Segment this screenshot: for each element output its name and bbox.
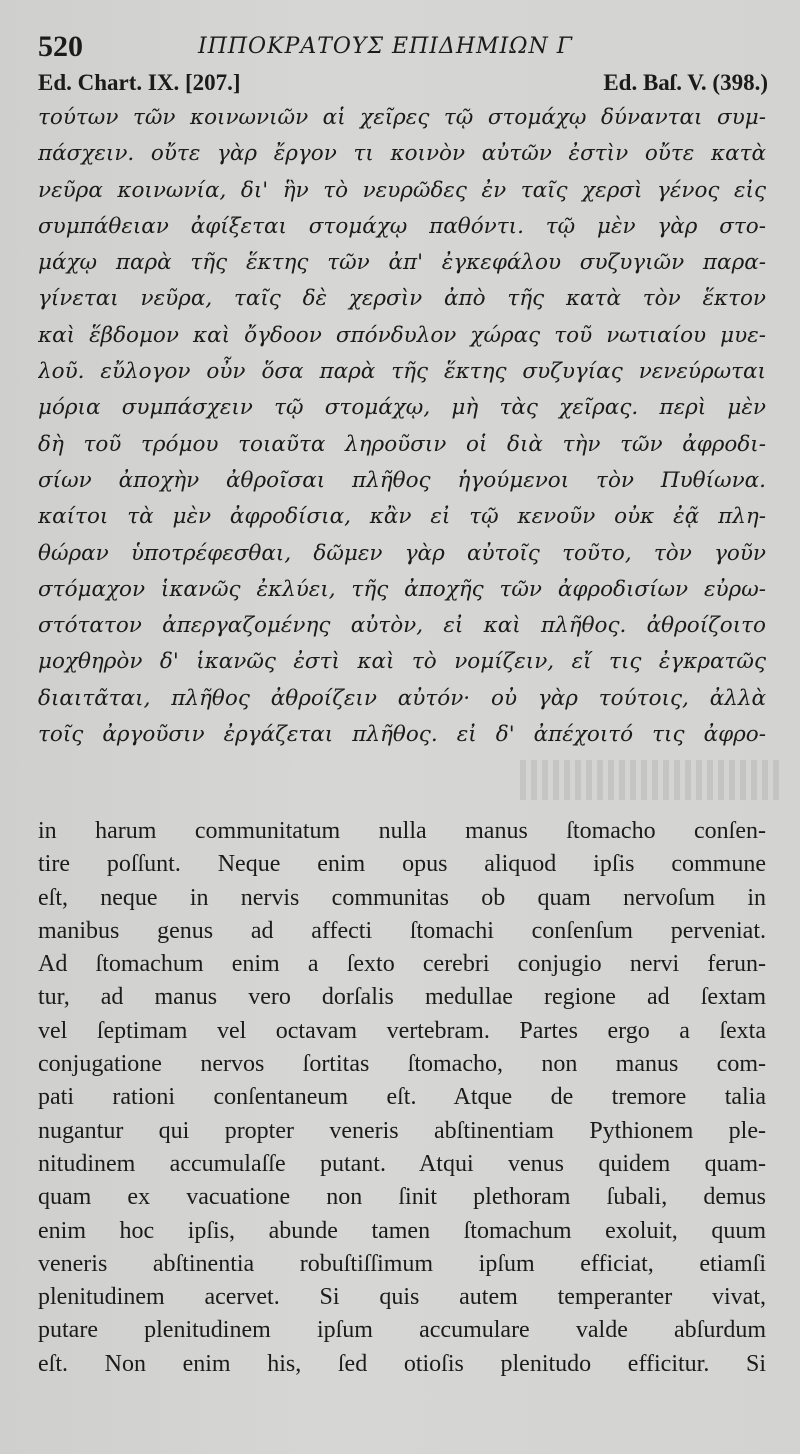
page-header [38,30,768,66]
latin-line: veneris abſtinentia robuſtiſſimum ipſum efficiat, etiamſi [38,1250,766,1277]
latin-line: conjugatione nervos ſortitas ſtomacho, non manus com- [38,1051,766,1078]
greek-line: καίτοι τὰ μὲν ἀφροδίσια, κἂν εἰ τῷ κενοῦν οὐκ ἐᾷ πλη- [38,504,766,530]
greek-line: πάσχειν. οὔτε γὰρ ἔργον τι κοινὸν αὐτῶν ἐστὶν οὔτε κατὰ [38,141,766,167]
greek-line: νεῦρα κοινωνία, δι' ἣν τὸ νευρῶδες ἐν ταῖς χερσὶ γένος εἰς [38,177,766,203]
greek-line: μόρια συμπάσχειν τῷ στομάχῳ, μὴ τὰς χεῖρας. περὶ μὲν [38,395,766,421]
page-number: 520 [38,30,83,63]
latin-line: nitudinem accumulaſſe putant. Atqui venus quidem quam- [38,1150,766,1177]
bleed-through-smudge [520,760,780,800]
greek-line: τοῖς ἀργοῦσιν ἐργάζεται πλῆθος. εἰ δ' ἀπέχοιτό τις ἀφρο- [38,722,766,748]
greek-line: τούτων τῶν κοινωνιῶν αἱ χεῖρες τῷ στομάχῳ δύνανται συμ- [38,105,766,130]
latin-line: tire poſſunt. Neque enim opus aliquod ipſis commune [38,851,766,878]
greek-line: στόμαχον ἱκανῶς ἐκλύει, τῆς ἀποχῆς τῶν ἀφροδισίων εὐρω- [38,576,766,602]
latin-line: in harum communitatum nulla manus ſtomacho conſen- [38,818,766,844]
greek-line: μοχθηρὸν δ' ἱκανῶς ἐστὶ καὶ τὸ νομίζειν, εἴ τις ἐγκρατῶς [38,649,766,675]
edition-reference-basel: Ed. Baſ. V. (398.) [603,70,768,95]
greek-text-block [38,100,766,753]
greek-line: γίνεται νεῦρα, ταῖς δὲ χερσὶν ἀπὸ τῆς κατὰ τὸν ἕκτον [38,286,766,312]
edition-reference-chartier: Ed. Chart. IX. [207.] [38,70,241,95]
latin-line: putare plenitudinem ipſum accumulare valde abſurdum [38,1317,766,1344]
edition-reference-line [38,70,768,98]
greek-line: καὶ ἕβδομον καὶ ὄγδοον σπόνδυλον χώρας τοῦ νωτιαίου μυε- [38,322,766,348]
latin-line: quam ex vacuatione non ſinit plethoram ſubali, demus [38,1184,766,1211]
latin-line: eſt. Non enim his, ſed otioſis plenitudo efficitur. Si [38,1350,766,1377]
latin-line: enim hoc ipſis, abunde tamen ſtomachum exoluit, quum [38,1217,766,1244]
latin-line: tur, ad manus vero dorſalis medullae regione ad ſextam [38,984,766,1011]
greek-line: σίων ἀποχὴν ἀθροῖσαι πλῆθος ἡγούμενοι τὸν Πυθίωνα. [38,467,766,493]
greek-line: θώραν ὑποτρέφεσθαι, δῶμεν γὰρ αὐτοῖς τοῦτο, τὸν γοῦν [38,540,766,566]
greek-line: λοῦ. εὔλογον οὖν ὅσα παρὰ τῆς ἕκτης συζυγίας νενεύρωται [38,359,766,385]
latin-line: Ad ſtomachum enim a ſexto cerebri conjugio nervi ferun- [38,951,766,978]
latin-line: vel ſeptimam vel octavam vertebram. Partes ergo a ſexta [38,1017,766,1044]
greek-line: μάχῳ παρὰ τῆς ἕκτης τῶν ἀπ' ἐγκεφάλου συζυγιῶν παρα- [38,250,766,276]
latin-line: nugantur qui propter veneris abſtinentiam Pythionem ple- [38,1117,766,1144]
latin-line: eſt, neque in nervis communitas ob quam nervoſum in [38,884,766,911]
greek-line: στότατον ἀπεργαζομένης αὐτὸν, εἰ καὶ πλῆθος. ἀθροίζοιτο [38,613,766,639]
latin-line: manibus genus ad affecti ſtomachi conſenſum perveniat. [38,917,766,944]
latin-text-block [38,815,766,1381]
greek-line: συμπάθειαν ἀφίξεται στομάχῳ παθόντι. τῷ μὲν γὰρ στο- [38,213,766,239]
latin-line: pati rationi conſentaneum eſt. Atque de tremore talia [38,1084,766,1111]
greek-line: δὴ τοῦ τρόμου τοιαῦτα ληροῦσιν οἱ διὰ τὴν τῶν ἀφροδι- [38,431,766,457]
running-title: ΙΠΠΟΚΡΑΤΟΥΣ ΕΠΙΔΗΜΙΩΝ Γ [198,34,573,59]
latin-line: plenitudinem acervet. Si quis autem temperanter vivat, [38,1284,766,1311]
greek-line: διαιτᾶται, πλῆθος ἀθροίζειν αὐτόν· οὐ γὰρ τούτοις, ἀλλὰ [38,685,766,711]
